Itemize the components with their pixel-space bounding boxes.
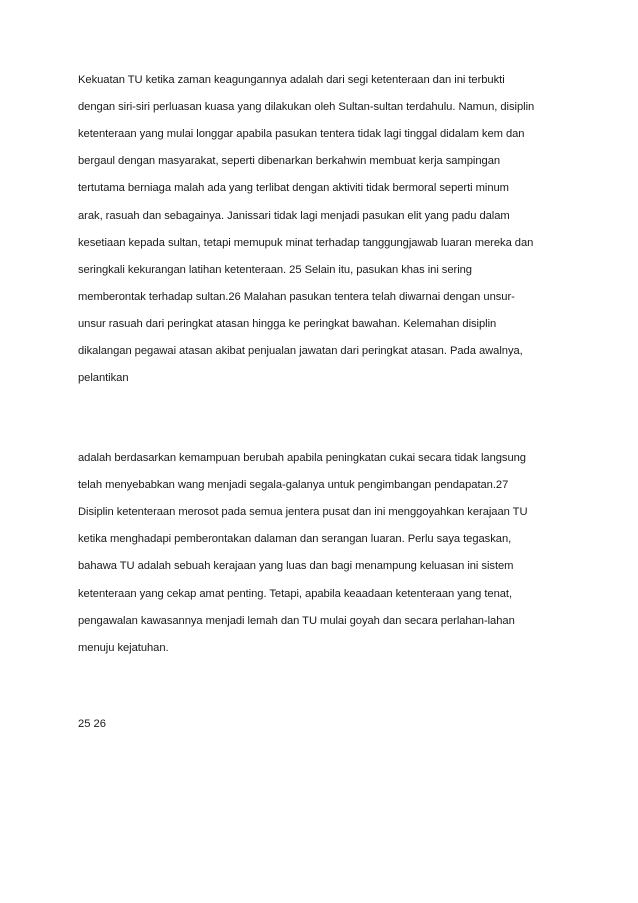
text-line: kesetiaan kepada sultan, tetapi memupuk minat terhadap tanggungjawab luaran mereka dan bbox=[78, 236, 534, 249]
text-line: telah menyebabkan wang menjadi segala-galanya untuk pengimbangan pendapatan.27 bbox=[78, 479, 509, 492]
text-line: Disiplin ketenteraan merosot pada semua jentera pusat dan ini menggoyahkan kerajaan TU bbox=[78, 506, 528, 519]
text-line: ketenteraan yang mulai longgar apabila pasukan tentera tidak lagi tinggal didalam kem dan bbox=[78, 128, 525, 141]
text-line: menuju kejatuhan. bbox=[78, 641, 169, 654]
text-line: adalah berdasarkan kemampuan berubah apabila peningkatan cukai secara tidak langsung bbox=[78, 452, 526, 464]
text-line: dengan siri-siri perluasan kuasa yang dilakukan oleh Sultan-sultan terdahulu. Namun, disiplin bbox=[78, 101, 535, 114]
text-line: pengawalan kawasannya menjadi lemah dan TU mulai goyah dan secara perlahan-lahan bbox=[78, 614, 515, 627]
text-line: pelantikan bbox=[78, 372, 129, 385]
text-line: Kekuatan TU ketika zaman keagungannya adalah dari segi ketenteraan dan ini terbukti bbox=[78, 74, 505, 86]
text-line: seringkali kekurangan latihan ketenteraan. 25 Selain itu, pasukan khas ini sering bbox=[78, 263, 472, 276]
text-line: dikalangan pegawai atasan akibat penjualan jawatan dari peringkat atasan. Pada awalnya, bbox=[78, 345, 523, 357]
text-line: ketenteraan yang cekap amat penting. Tetapi, apabila keaadaan ketenteraan yang tenat, bbox=[78, 587, 513, 600]
text-line: ketika menghadapi pemberontakan dalaman dan serangan luaran. Perlu saya tegaskan, bbox=[78, 533, 512, 546]
text-line: memberontak terhadap sultan.26 Malahan pasukan tentera telah diwarnai dengan unsur- bbox=[78, 290, 515, 303]
text-line: arak, rasuah dan sebagainya. Janissari tidak lagi menjadi pasukan elit yang padu dalam bbox=[78, 209, 510, 222]
text-line: tertutama berniaga malah ada yang terlibat dengan aktiviti tidak bermoral seperti minum bbox=[78, 182, 509, 195]
text-line: bergaul dengan masyarakat, seperti dibenarkan berkahwin membuat kerja sampingan bbox=[78, 155, 501, 168]
text-line: bahawa TU adalah sebuah kerajaan yang luas dan bagi menampung keluasan ini sistem bbox=[78, 560, 514, 573]
text-line: unsur rasuah dari peringkat atasan hingga ke peringkat bawahan. Kelemahan disiplin bbox=[78, 317, 497, 330]
footnote-markers: 25 26 bbox=[78, 718, 106, 730]
